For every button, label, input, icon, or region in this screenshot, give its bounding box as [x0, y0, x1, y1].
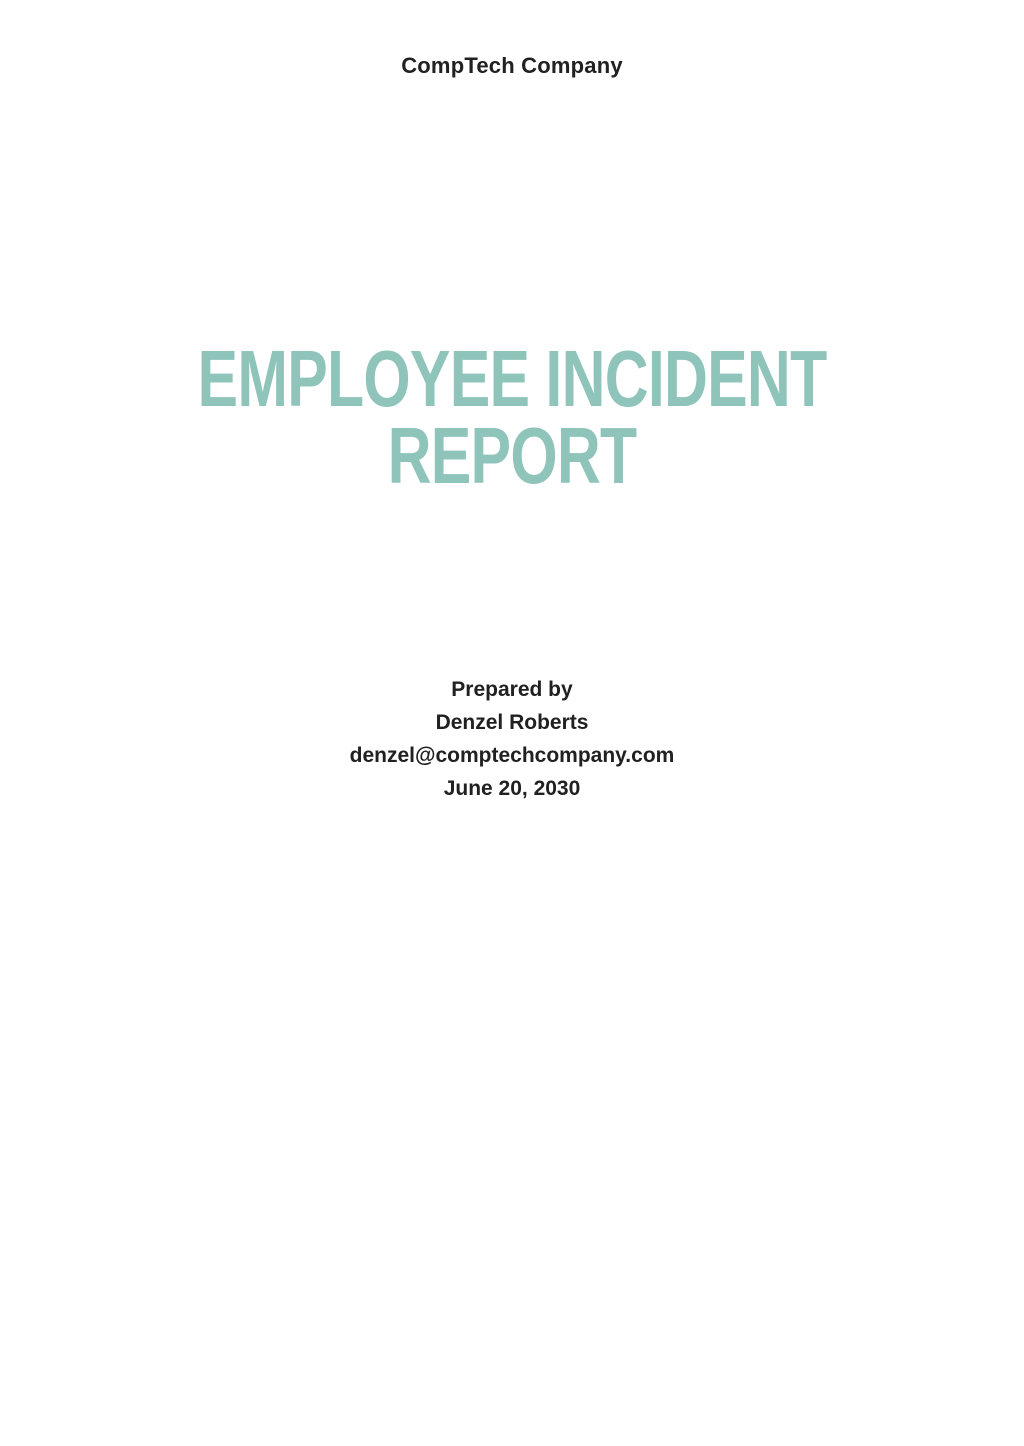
document-title-line-1: EMPLOYEE INCIDENT [197, 334, 827, 423]
author-name: Denzel Roberts [435, 711, 589, 734]
document-header [0, 52, 1024, 80]
prepared-by-block [0, 673, 1024, 805]
company-name: CompTech Company [401, 53, 623, 78]
document-title [123, 334, 901, 500]
document-title-line-2: REPORT [387, 411, 637, 500]
document-date: June 20, 2030 [443, 777, 581, 800]
prepared-by-label: Prepared by [451, 678, 573, 701]
author-email: denzel@comptechcompany.com [349, 744, 675, 767]
